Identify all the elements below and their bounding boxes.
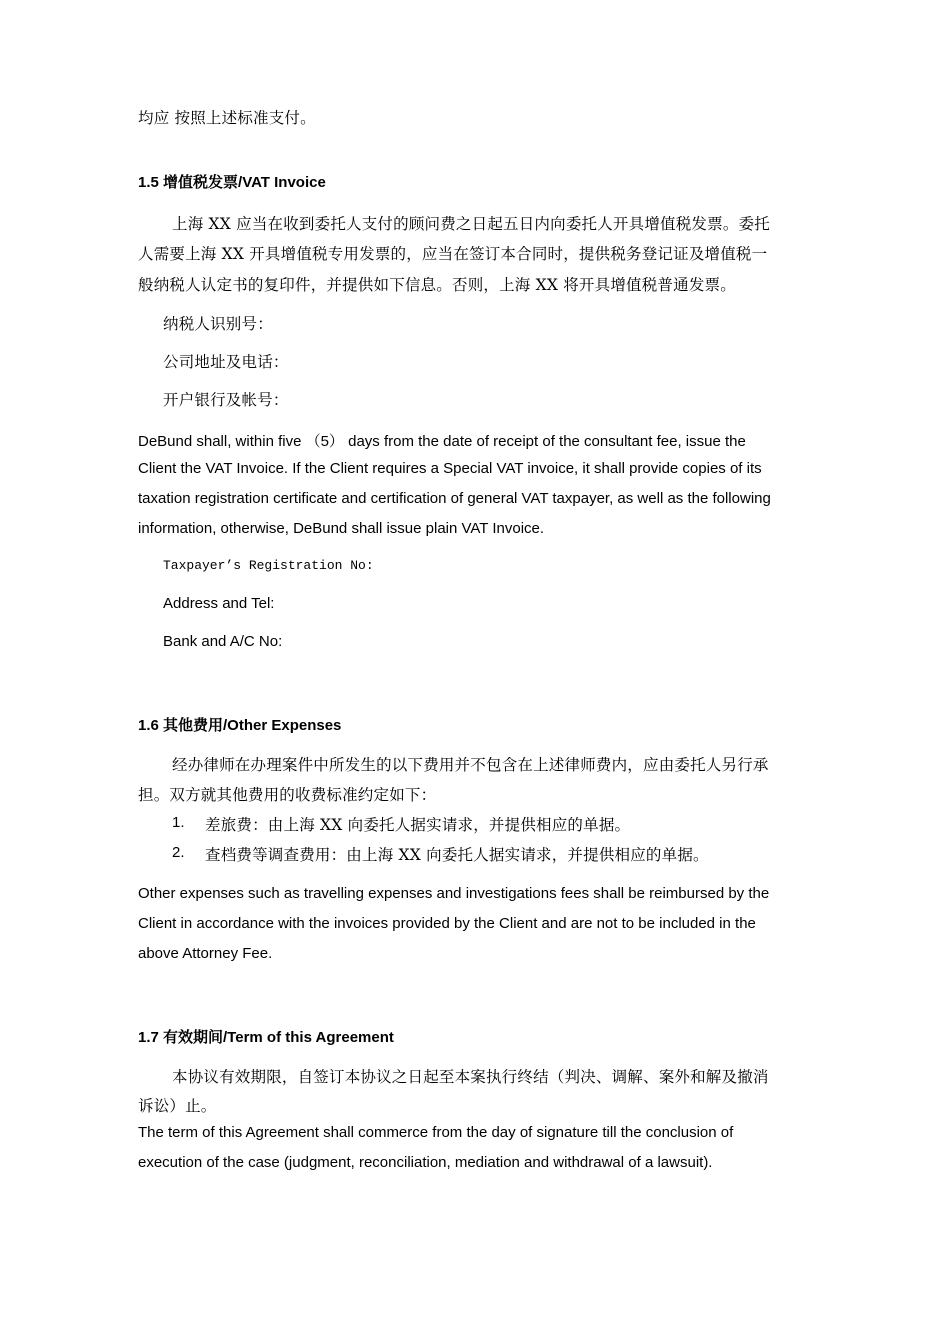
section-1-6-zh-line: 经办律师在办理案件中所发生的以下费用并不包含在上述律师费内，应由委托人另行承: [172, 756, 769, 774]
taxpayer-id-field-zh: 纳税人识别号：: [163, 315, 273, 333]
section-1-5-zh-line: 人需要上海 XX 开具增值税专用发票的，应当在签订本合同时，提供税务登记证及增值税一: [138, 245, 768, 263]
list-item-text: 查档费等调查费用：由上海 XX 向委托人据实请求，并提供相应的单据。: [205, 846, 709, 864]
address-tel-field-zh: 公司地址及电话：: [163, 353, 289, 371]
section-1-5-zh-line: 般纳税人认定书的复印件，并提供如下信息。否则，上海 XX 将开具增值税普通发票。: [138, 276, 736, 294]
section-1-7-en-line: execution of the case (judgment, reconciliation, mediation and withdrawal of a lawsuit).: [138, 1154, 713, 1171]
section-1-6-en-line: above Attorney Fee.: [138, 945, 273, 962]
section-1-5-en-line: DeBund shall, within five （5） days from the date of receipt of the consultant fee, issue the: [138, 433, 746, 450]
section-1-6-en-line: Other expenses such as travelling expenses and investigations fees shall be reimbursed by the: [138, 885, 770, 902]
section-1-5-en-line: information, otherwise, DeBund shall issue plain VAT Invoice.: [138, 520, 545, 537]
section-1-6-heading: 1.6 其他费用/Other Expenses: [138, 717, 342, 734]
section-1-5-en-line: taxation registration certificate and certification of general VAT taxpayer, as well as the following: [138, 490, 771, 507]
bank-account-field-zh: 开户银行及帐号：: [163, 391, 289, 409]
list-item-number: 2.: [172, 844, 185, 861]
section-1-7-zh-line: 诉讼）止。: [138, 1097, 217, 1115]
section-1-7-en-line: The term of this Agreement shall commerce from the day of signature till the conclusion of: [138, 1124, 734, 1141]
section-1-5-zh-line: 上海 XX 应当在收到委托人支付的顾问费之日起五日内向委托人开具增值税发票。委托: [172, 215, 770, 233]
section-1-5-heading: 1.5 增值税发票/VAT Invoice: [138, 174, 326, 191]
section-1-7-zh-line: 本协议有效期限，自签订本协议之日起至本案执行终结（判决、调解、案外和解及撤消: [172, 1068, 769, 1086]
intro-line: 均应 按照上述标准支付。: [138, 109, 316, 127]
section-1-6-zh-line: 担。双方就其他费用的收费标准约定如下：: [138, 786, 437, 804]
address-tel-field-en: Address and Tel:: [163, 595, 275, 612]
section-1-6-en-line: Client in accordance with the invoices provided by the Client and are not to be included in the: [138, 915, 756, 932]
bank-account-field-en: Bank and A/C No:: [163, 633, 283, 650]
list-item-text: 差旅费：由上海 XX 向委托人据实请求，并提供相应的单据。: [205, 816, 631, 834]
taxpayer-registration-field-en: Taxpayer’s Registration No:: [163, 558, 374, 573]
section-1-7-heading: 1.7 有效期间/Term of this Agreement: [138, 1029, 394, 1046]
list-item-number: 1.: [172, 814, 185, 831]
section-1-5-en-line: Client the VAT Invoice. If the Client requires a Special VAT invoice, it shall provide copies of its: [138, 460, 762, 477]
